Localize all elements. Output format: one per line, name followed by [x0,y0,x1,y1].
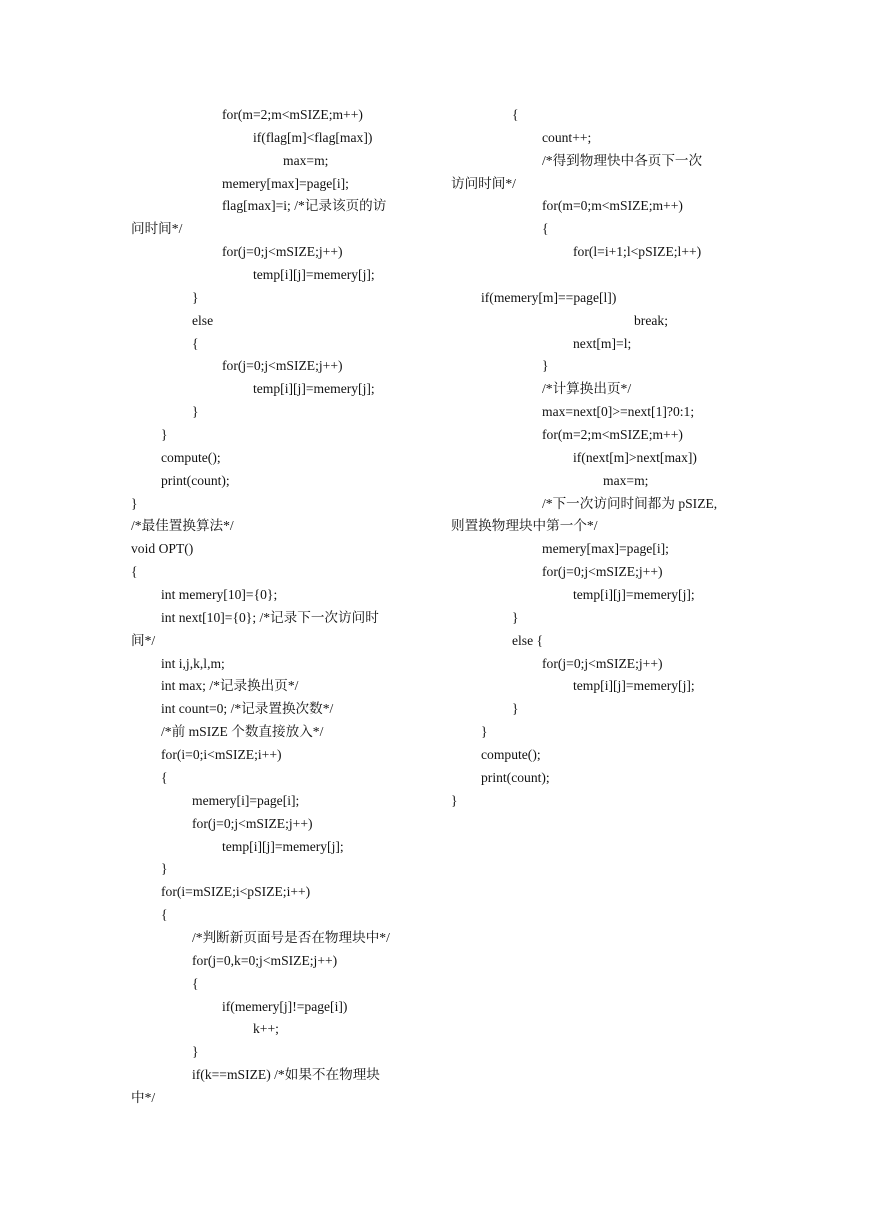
code-line: if(k==mSIZE) /*如果不在物理块 [192,1067,380,1083]
code-line: 问时间*/ [131,221,183,237]
code-line: for(i=0;i<mSIZE;i++) [161,747,282,763]
code-line: flag[max]=i; /*记录该页的访 [222,198,387,214]
code-line: if(flag[m]<flag[max]) [253,129,373,145]
code-line: max=next[0]>=next[1]?0:1; [542,404,695,420]
code-line: 间*/ [131,632,156,648]
code-line: break; [634,312,668,328]
code-line: for(i=mSIZE;i<pSIZE;i++) [161,884,311,900]
code-line: /*得到物理快中各页下一次 [542,152,703,168]
code-line: print(count); [161,472,230,488]
code-line: /*前 mSIZE 个数直接放入*/ [161,724,324,740]
code-line: 则置换物理块中第一个*/ [451,518,598,534]
code-line: for(m=2;m<mSIZE;m++) [222,107,363,122]
code-line: { [542,221,549,237]
code-line: else { [512,632,544,648]
code-line: /*计算换出页*/ [542,381,632,397]
code-line: for(j=0;j<mSIZE;j++) [192,815,313,831]
code-line: int i,j,k,l,m; [161,655,225,671]
code-line: } [542,358,549,374]
code-line: print(count); [481,769,550,785]
code-line: temp[i][j]=memery[j]; [222,838,344,854]
code-line: for(j=0,k=0;j<mSIZE;j++) [192,952,338,968]
code-line: if(next[m]>next[max]) [573,449,697,465]
code-line: { [192,975,199,991]
code-line: int max; /*记录换出页*/ [161,678,299,694]
code-line: for(j=0;j<mSIZE;j++) [222,244,343,260]
code-line: for(l=i+1;l<pSIZE;l++) [573,244,702,260]
code-line: count++; [542,129,592,145]
code-line: for(j=0;j<mSIZE;j++) [542,564,663,580]
code-column-right [451,104,751,813]
code-line: /*下一次访问时间都为 pSIZE, [542,495,718,511]
code-line: } [131,495,138,511]
code-line: { [131,564,138,580]
code-line: compute(); [481,747,541,763]
blank-line [451,264,751,287]
code-line: { [192,335,199,351]
code-line: int next[10]={0}; /*记录下一次访问时 [161,609,379,625]
code-line: memery[max]=page[i]; [542,541,669,557]
code-line: int count=0; /*记录置换次数*/ [161,701,334,717]
code-line: k++; [253,1021,279,1037]
code-line: for(m=0;m<mSIZE;m++) [542,198,683,214]
code-line: memery[max]=page[i]; [222,175,349,191]
code-line: /*最佳置换算法*/ [131,518,234,534]
code-line: compute(); [161,449,221,465]
code-line: } [161,861,168,877]
code-line: { [161,769,168,785]
code-line: } [192,289,199,305]
code-line: temp[i][j]=memery[j]; [573,587,695,603]
code-line: void OPT() [131,541,194,557]
code-line: } [512,609,519,625]
code-line: } [161,427,168,443]
code-line: 中*/ [131,1089,156,1105]
code-line: for(j=0;j<mSIZE;j++) [222,358,343,374]
code-line: } [192,404,199,420]
code-line: } [512,701,519,717]
code-line: /*判断新页面号是否在物理块中*/ [192,929,390,945]
code-line: 访问时间*/ [451,175,516,191]
code-line: temp[i][j]=memery[j]; [253,381,375,397]
code-line: max=m; [283,152,329,168]
code-line: } [481,724,488,740]
code-line: if(memery[m]==page[l]) [481,289,617,305]
code-line: } [451,792,458,808]
code-column-left [131,104,426,1110]
code-line: temp[i][j]=memery[j]; [253,267,375,283]
code-line: if(memery[j]!=page[i]) [222,998,348,1014]
code-line: { [512,107,519,122]
code-line: temp[i][j]=memery[j]; [573,678,695,694]
code-line: next[m]=l; [573,335,632,351]
code-line: } [192,1044,199,1060]
code-line: { [161,907,168,923]
code-line: max=m; [603,472,649,488]
code-line: for(m=2;m<mSIZE;m++) [542,427,683,443]
code-line: memery[i]=page[i]; [192,792,300,808]
code-line: int memery[10]={0}; [161,587,278,603]
code-line: for(j=0;j<mSIZE;j++) [542,655,663,671]
code-line: else [192,312,214,328]
